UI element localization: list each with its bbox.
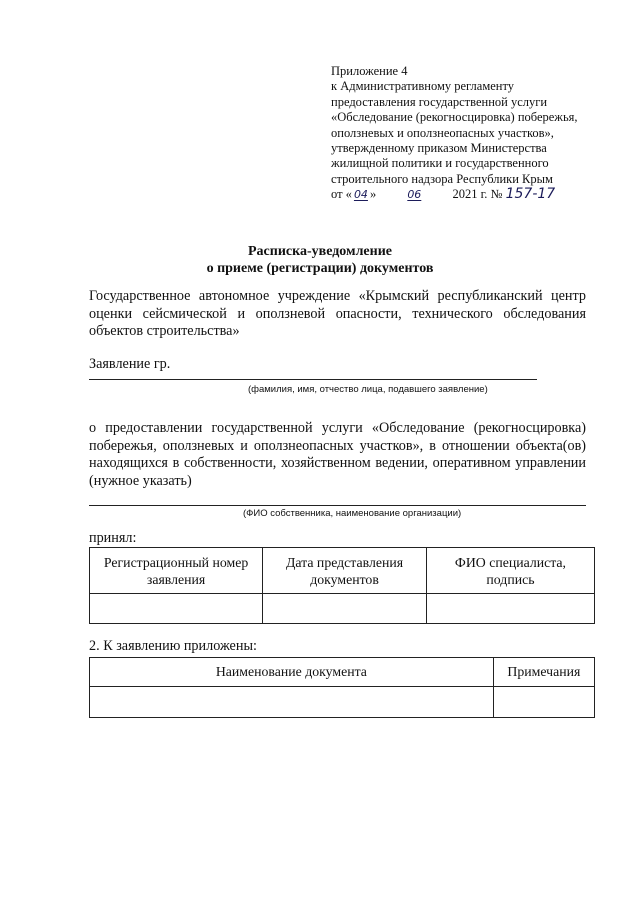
attached-label: 2. К заявлению приложены: [89,638,257,654]
applicant-name-line [89,379,537,380]
appendix-line: «Обследование (рекогносцировка) побережья, [331,110,578,125]
applicant-caption: (фамилия, имя, отчество лица, подавшего заявление) [248,384,488,395]
owner-caption: (ФИО собственника, наименование организации) [243,508,462,519]
cell-submission-date [263,594,427,624]
documents-table [89,657,595,718]
table-row [90,687,595,718]
cell-document-name [90,687,494,718]
date-prefix: от « [331,187,352,202]
table-row [90,594,595,624]
handwritten-order-number: 157-17 [505,186,556,203]
appendix-line: жилищной политики и государственного [331,156,549,171]
date-mid: » [369,187,377,202]
appendix-line: предоставления государственной услуги [331,94,548,109]
cell-notes [493,687,594,718]
date-year: 2021 г. № [452,187,503,202]
handwritten-day: 04 [353,188,368,202]
application-label: Заявление гр. [89,356,171,372]
header-notes: Примечания [493,658,594,687]
header-registration-number: Регистрационный номер заявления [90,548,263,594]
handwritten-month: 06 [407,188,422,202]
table-header-row [90,548,595,594]
registration-table [89,547,595,624]
appendix-block [331,64,621,203]
table-header-row [90,658,595,687]
organization-name: Государственное автономное учреждение «Крымский республиканский центр оценки сейсмической и оползневой опасности, технического обследования объектов строительства» [89,288,586,339]
header-submission-date: Дата представления документов [263,548,427,594]
appendix-line: утвержденному приказом Министерства [331,141,547,156]
header-document-name: Наименование документа [90,658,494,687]
title-line-1: Расписка-уведомление [248,244,392,259]
cell-specialist-signature [426,594,594,624]
header-specialist-signature: ФИО специалиста, подпись [426,548,594,594]
service-description: о предоставлении государственной услуги «Обследование (рекогносцировка) побережья, оползневых и оползнеопасных участков», в отношении объекта(ов) находящихся в собственности, хозяйственном ведении, оперативном управлении (нужное указать) [89,420,586,489]
appendix-line: строительного надзора Республики Крым [331,171,553,186]
accepted-label: принял: [89,530,137,546]
document-title [60,243,580,277]
appendix-line: оползневых и оползнеопасных участков», [331,125,554,140]
cell-registration-number [90,594,263,624]
title-line-2: о приеме (регистрации) документов [206,261,434,276]
appendix-line: Приложение 4 [331,64,408,78]
owner-name-line [89,505,586,506]
appendix-line: к Административному регламенту [331,79,515,94]
order-date-line [331,186,556,203]
